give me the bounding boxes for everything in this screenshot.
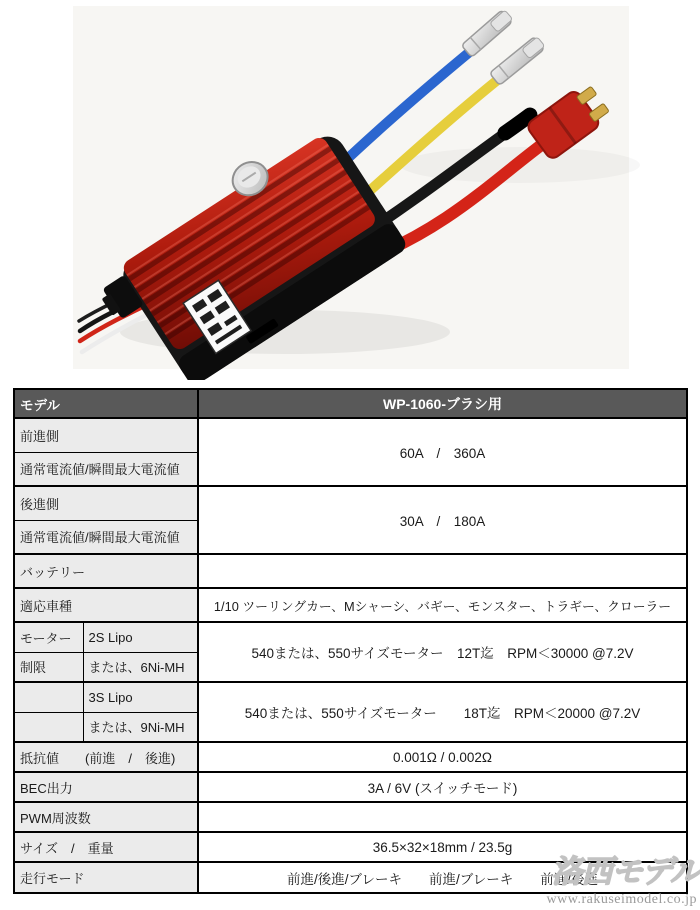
table-header-row: [14, 389, 687, 418]
watermark-url: www.rakuseimodel.co.jp: [546, 892, 697, 907]
spec-row-label: 前進側: [14, 418, 198, 452]
table-row: [14, 802, 687, 832]
spec-row-label: BEC出力: [14, 772, 198, 802]
spec-row-label: [14, 712, 83, 742]
spec-row-value: 1/10 ツーリングカー、Mシャーシ、バギー、モンスター、トラギー、クローラー: [198, 588, 687, 622]
spec-row-value: [198, 802, 687, 832]
header-label: モデル: [14, 389, 198, 418]
spec-row-label: バッテリー: [14, 554, 198, 588]
table-row: [14, 682, 687, 712]
table-row: [14, 772, 687, 802]
spec-row-value: 30A / 180A: [198, 486, 687, 554]
spec-row-value: 36.5×32×18mm / 23.5g: [198, 832, 687, 862]
spec-row-sublabel: 3S Lipo: [83, 682, 198, 712]
product-photo: [0, 0, 700, 380]
spec-row-value: 540または、550サイズモーター 18T迄 RPM＜20000 @7.2V: [198, 682, 687, 742]
spec-row-value: 3A / 6V (スイッチモード): [198, 772, 687, 802]
spec-row-label: 適応車種: [14, 588, 198, 622]
esc-photo-illustration: [0, 0, 700, 380]
spec-row-label: サイズ / 重量: [14, 832, 198, 862]
table-row: [14, 588, 687, 622]
spec-row-label: 制限: [14, 652, 83, 682]
watermark-logo: 洛西モデル: [551, 854, 700, 889]
table-row: [14, 554, 687, 588]
spec-row-value: 540または、550サイズモーター 12T迄 RPM＜30000 @7.2V: [198, 622, 687, 682]
table-row: [14, 862, 687, 893]
table-row: [14, 742, 687, 772]
spec-table: [13, 388, 688, 894]
spec-row-label: 通常電流値/瞬間最大電流値: [14, 520, 198, 554]
spec-row-label: モーター: [14, 622, 83, 652]
spec-row-label: [14, 682, 83, 712]
spec-row-sublabel: または、9Ni-MH: [83, 712, 198, 742]
header-value: WP-1060-ブラシ用: [198, 389, 687, 418]
spec-row-value: 60A / 360A: [198, 418, 687, 486]
spec-row-label: 走行モード: [14, 862, 198, 893]
spec-row-label: 後進側: [14, 486, 198, 520]
spec-row-label: 通常電流値/瞬間最大電流値: [14, 452, 198, 486]
spec-row-sublabel: または、6Ni-MH: [83, 652, 198, 682]
spec-row-value: [198, 554, 687, 588]
spec-row-sublabel: 2S Lipo: [83, 622, 198, 652]
table-row: [14, 486, 687, 520]
table-row: [14, 418, 687, 452]
table-row: [14, 622, 687, 652]
spec-row-value: 前進/後進/ブレーキ 前進/ブレーキ 前進/後進: [198, 862, 687, 893]
table-row: [14, 832, 687, 862]
spec-row-value: 0.001Ω / 0.002Ω: [198, 742, 687, 772]
spec-row-label: PWM周波数: [14, 802, 198, 832]
spec-row-label: 抵抗値 (前進 / 後進): [14, 742, 198, 772]
